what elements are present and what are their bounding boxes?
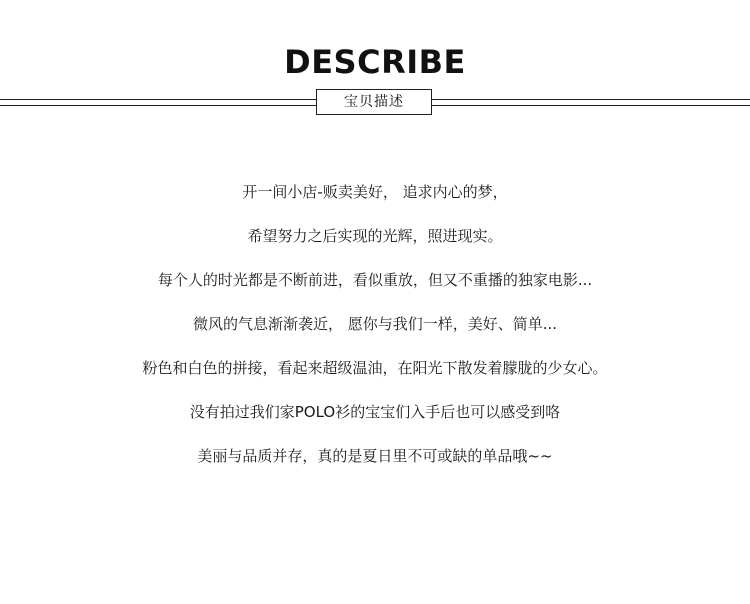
description-line: 没有拍过我们家POLO衫的宝宝们入手后也可以感受到咯: [189, 403, 561, 421]
description-line: 希望努力之后实现的光辉，照进现实。: [247, 227, 503, 245]
description-line: 开一间小店-贩卖美好， 追求内心的梦，: [242, 183, 508, 201]
description-line: 每个人的时光都是不断前进，看似重放，但又不重播的独家电影...: [157, 271, 593, 289]
description-text: [0, 182, 750, 490]
description-line: 美丽与品质并存，真的是夏日里不可或缺的单品哦~~: [197, 447, 553, 465]
section-title: DESCRIBE: [284, 43, 466, 81]
section-subtitle: 宝贝描述: [344, 94, 404, 110]
description-line: 粉色和白色的拼接，看起来超级温油，在阳光下散发着朦胧的少女心。: [142, 359, 608, 377]
description-line: 微风的气息渐渐袭近， 愿你与我们一样，美好、简单...: [192, 315, 558, 333]
section-subtitle-box: [316, 89, 432, 115]
